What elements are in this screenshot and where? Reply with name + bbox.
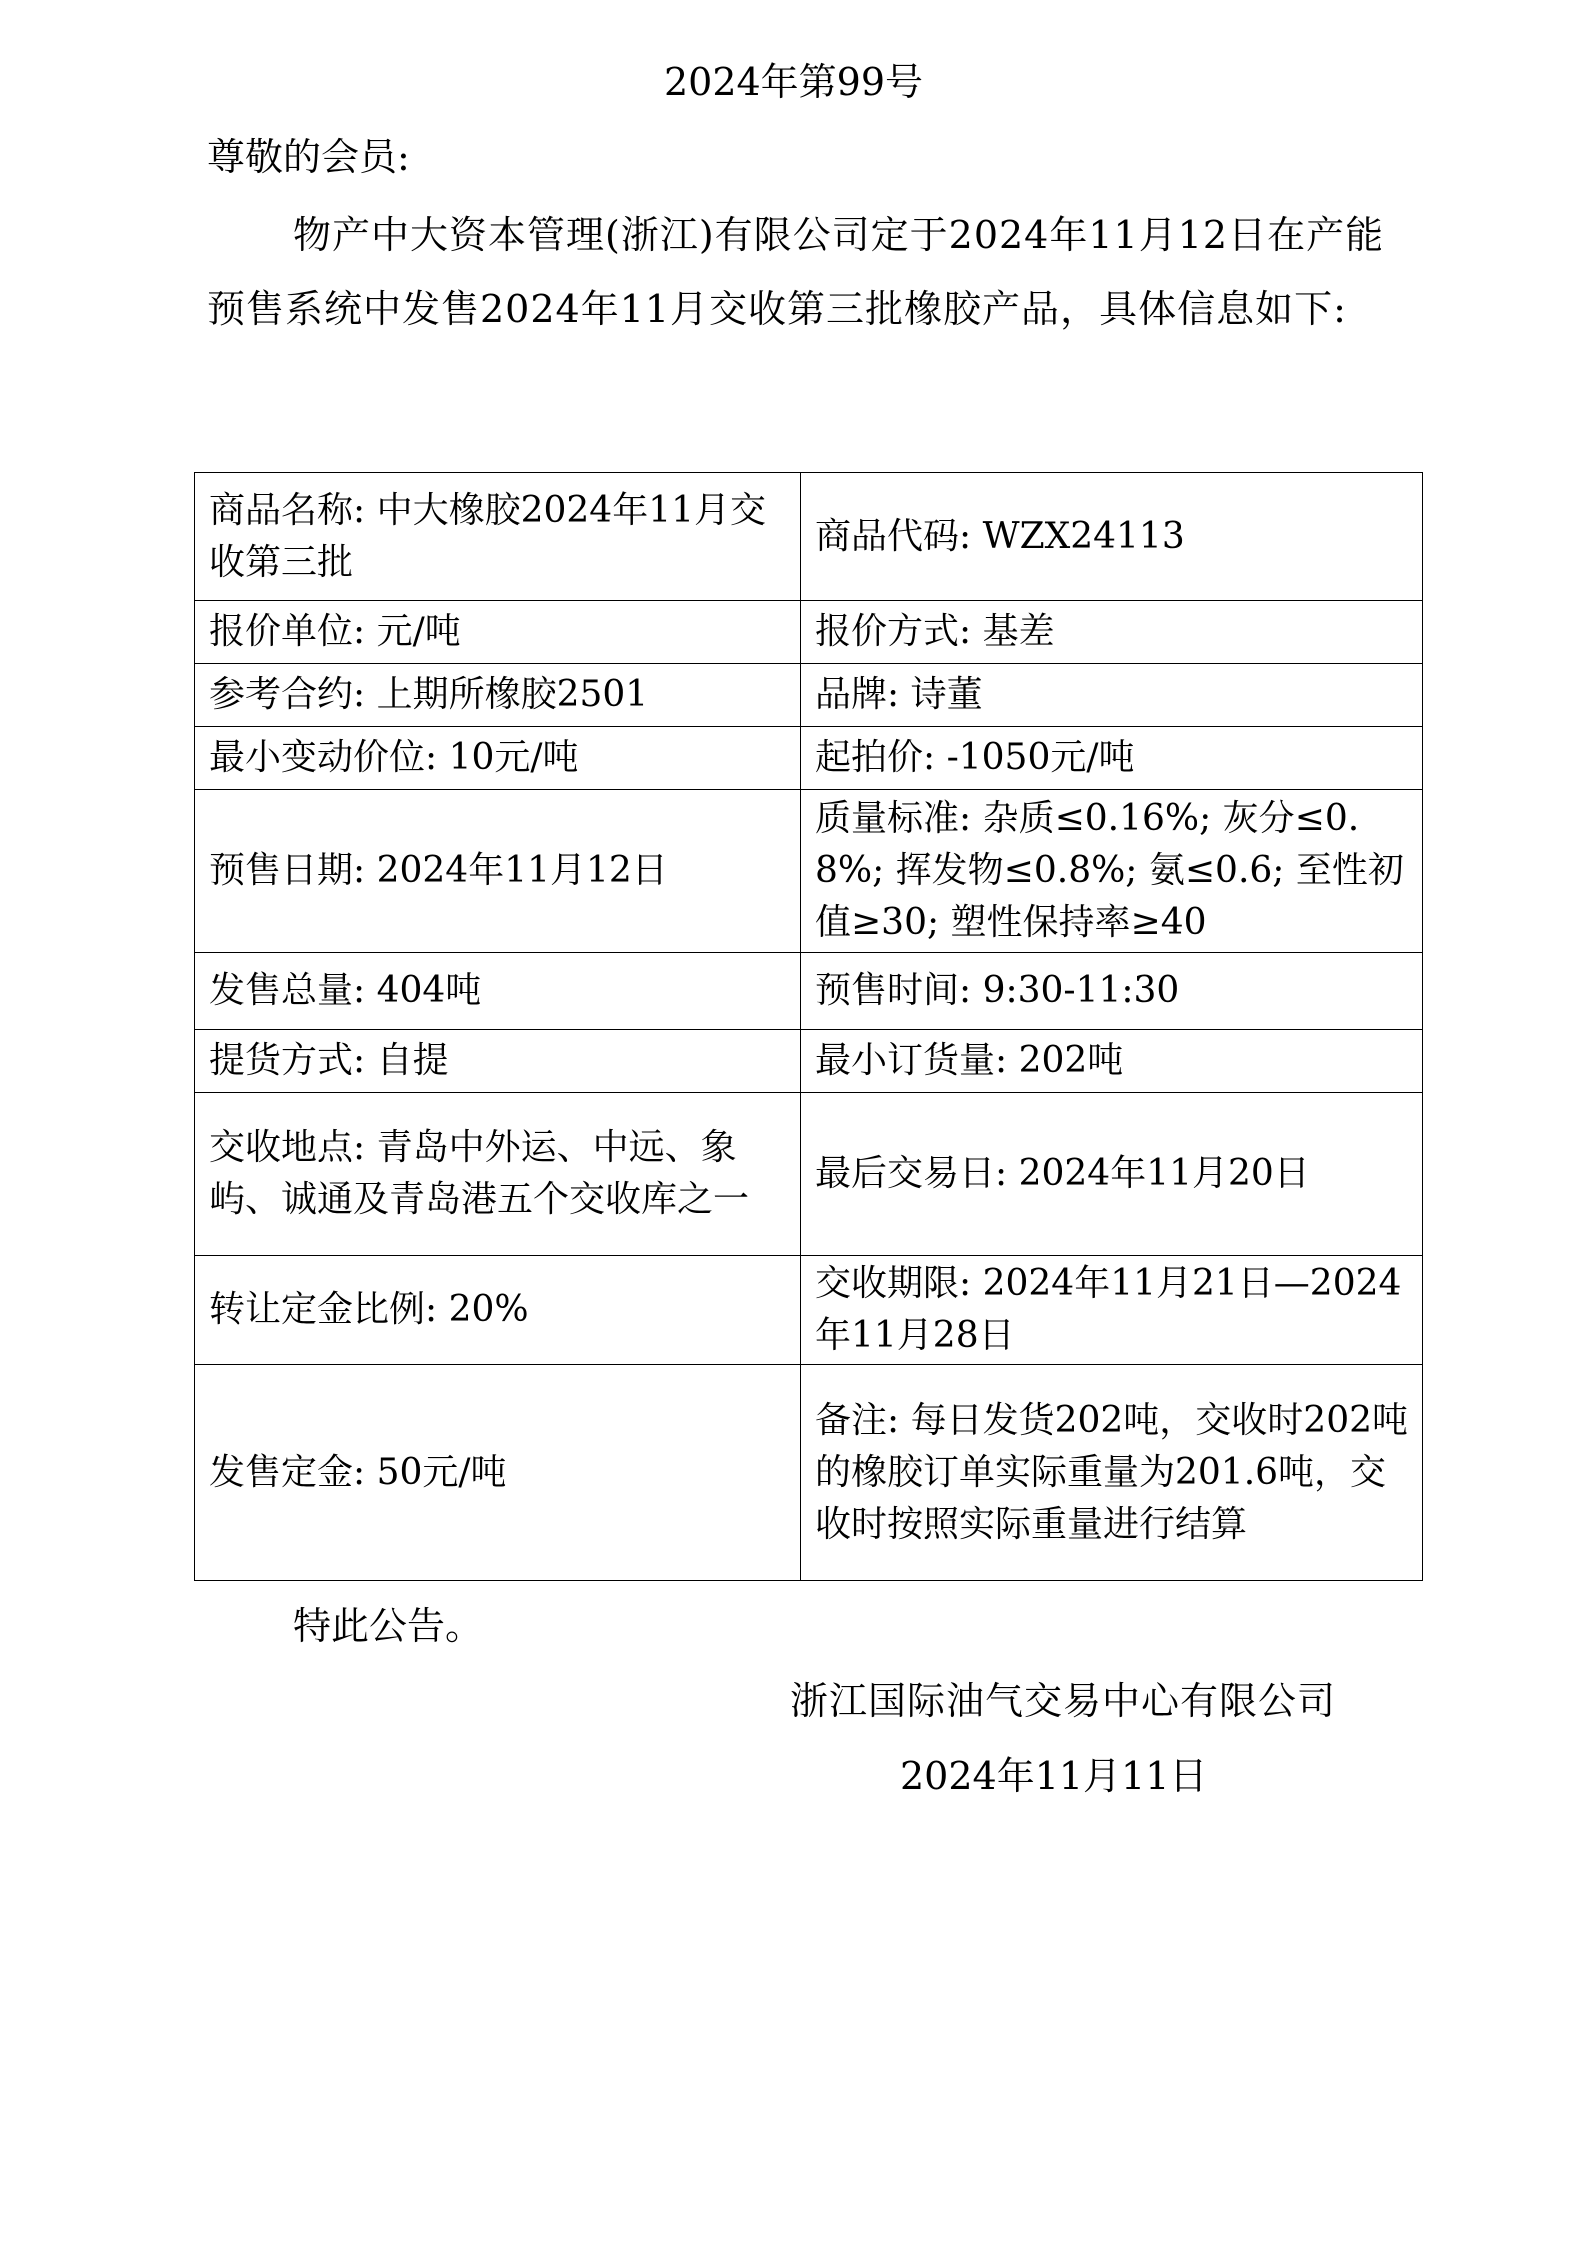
table-row [195, 1030, 1423, 1093]
table-cell: 商品名称: 中大橡胶2024年11月交收第三批 [195, 473, 801, 601]
table-cell: 预售日期: 2024年11月12日 [195, 790, 801, 953]
table-row [195, 1093, 1423, 1256]
table-cell: 备注: 每日发货202吨，交收时202吨的橡胶订单实际重量为201.6吨，交收时按照实际重量进行结算 [801, 1365, 1423, 1581]
table-cell: 发售总量: 404吨 [195, 953, 801, 1030]
signature-org: 浙江国际油气交易中心有限公司 [790, 1679, 1337, 1723]
table-row [195, 727, 1423, 790]
table-row [195, 1256, 1423, 1365]
table-row [195, 953, 1423, 1030]
table-row [195, 473, 1423, 601]
signature-date: 2024年11月11日 [900, 1754, 1208, 1798]
table-cell: 提货方式: 自提 [195, 1030, 801, 1093]
table-row [195, 601, 1423, 664]
table-cell: 商品代码: WZX24113 [801, 473, 1423, 601]
table-cell: 转让定金比例: 20% [195, 1256, 801, 1365]
doc-number: 2024年第99号 [663, 60, 924, 104]
table-cell: 最小订货量: 202吨 [801, 1030, 1423, 1093]
table-cell: 最小变动价位: 10元/吨 [195, 727, 801, 790]
table-row [195, 790, 1423, 953]
product-info-table [194, 472, 1423, 1581]
intro-paragraph: 物产中大资本管理(浙江)有限公司定于2024年11月12日在产能预售系统中发售2024年11月交收第三批橡胶产品，具体信息如下: [207, 213, 1385, 331]
table-cell: 参考合约: 上期所橡胶2501 [195, 664, 801, 727]
closing-text: 特此公告。 [293, 1604, 484, 1648]
table-cell: 交收期限: 2024年11月21日—2024年11月28日 [801, 1256, 1423, 1365]
table-cell: 起拍价: -1050元/吨 [801, 727, 1423, 790]
salutation: 尊敬的会员: [207, 135, 410, 179]
table-cell: 报价方式: 基差 [801, 601, 1423, 664]
table-cell: 发售定金: 50元/吨 [195, 1365, 801, 1581]
table-row [195, 1365, 1423, 1581]
table-cell: 最后交易日: 2024年11月20日 [801, 1093, 1423, 1256]
table-cell: 品牌: 诗董 [801, 664, 1423, 727]
table-cell: 报价单位: 元/吨 [195, 601, 801, 664]
table-cell: 质量标准: 杂质≤0.16%; 灰分≤0.8%; 挥发物≤0.8%; 氨≤0.6; 至性初值≥30; 塑性保持率≥40 [801, 790, 1423, 953]
table-row [195, 664, 1423, 727]
table-cell: 预售时间: 9:30-11:30 [801, 953, 1423, 1030]
table-cell: 交收地点: 青岛中外运、中远、象屿、诚通及青岛港五个交收库之一 [195, 1093, 801, 1256]
